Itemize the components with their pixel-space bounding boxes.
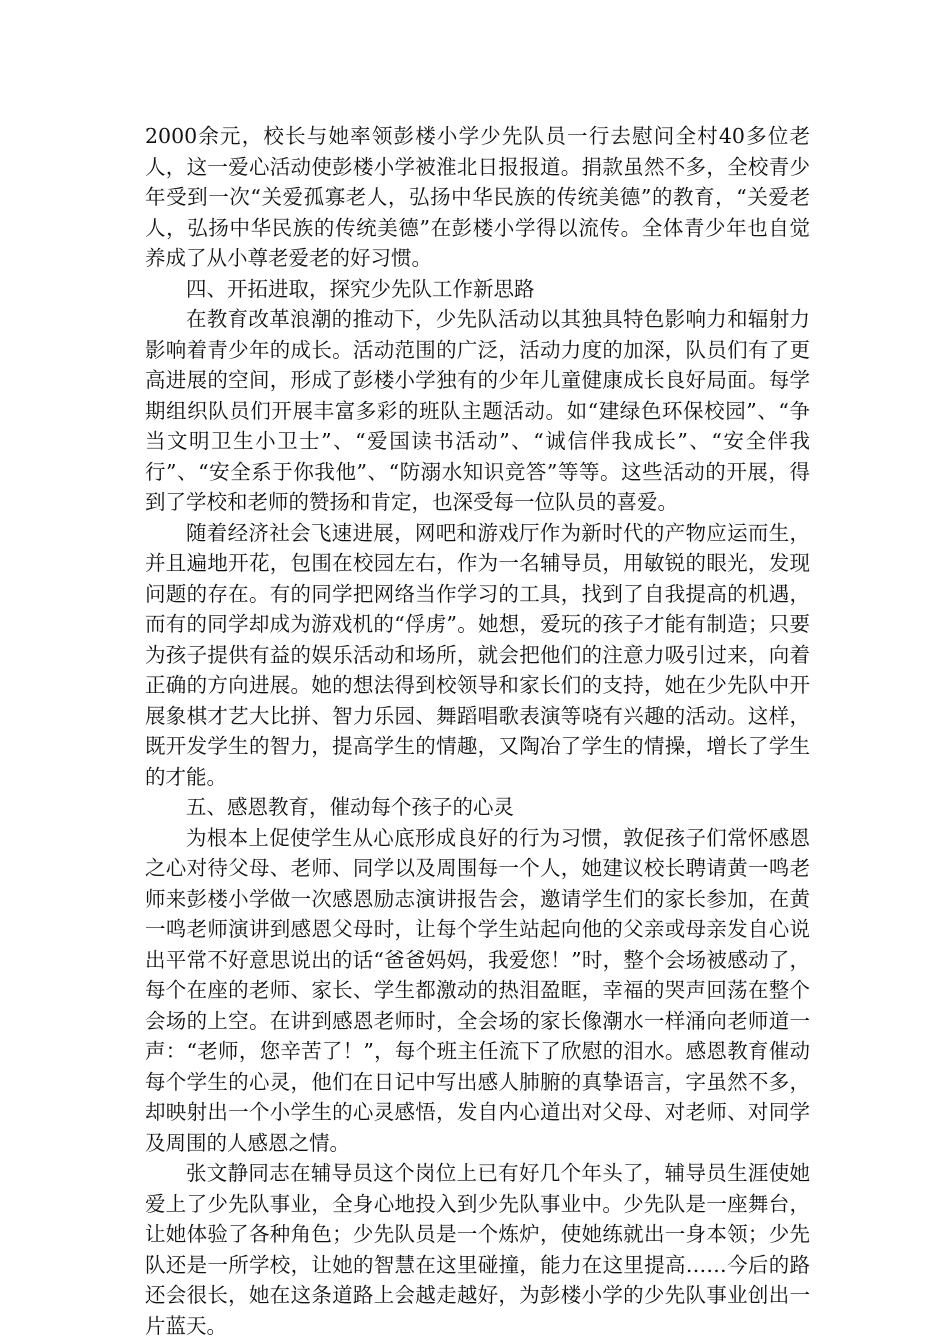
- section-heading-4: 四、开拓进取，探究少先队工作新思路: [186, 276, 535, 301]
- paragraph-activities: 在教育改革浪潮的推动下，少先队活动以其独具特色影响力和辐射力影响着青少年的成长。活动范围的广泛，活动力度的加深，队员们有了更高进展的空间，形成了彭楼小学独有的少年儿童健康成长良好局面。每学期组织队员们开展丰富多彩的班队主题活动。如“建绿色环保校园”、“争当文明卫生小卫士”、“爱国读书活动”、“诚信伴我成长”、“安全伴我行”、“安全系于你我他”、“防溺水知识竞答”等等。这些活动的开展，得到了学校和老师的赞扬和肯定，也深受每一位队员的喜爱。: [145, 307, 810, 514]
- paragraph-conclusion: 张文静同志在辅导员这个岗位上已有好几个年头了，辅导员生涯使她爱上了少先队事业，全身心地投入到少先队事业中。少先队是一座舞台，让她体验了各种角色；少先队员是一个炼炉，使她练就出一身本领；少先队还是一所学校，让她的智慧在这里碰撞，能力在这里提高……今后的路还会很长，她在这条道路上会越走越好，为彭楼小学的少先队事业创出一片蓝天。: [145, 1161, 810, 1338]
- paragraph-gratitude: 为根本上促使学生从心底形成良好的行为习惯，敦促孩子们常怀感恩之心对待父母、老师、同学以及周围每一个人，她建议校长聘请黄一鸣老师来彭楼小学做一次感恩励志演讲报告会，邀请学生们的家长参加，在黄一鸣老师演讲到感恩父母时，让每个学生站起向他的父亲或母亲发自心说出平常不好意思说出的话“爸爸妈妈，我爱您！”时，整个会场被感动了，每个在座的老师、家长、学生都激动的热泪盈眶，幸福的哭声回荡在整个会场的上空。在讲到感恩老师时，全会场的家长像潮水一样涌向老师道一声：“老师，您辛苦了！”，每个班主任流下了欣慰的泪水。感恩教育催动每个学生的心灵，他们在日记中写出感人肺腑的真挚语言，字虽然不多，却映射出一个小学生的心灵感悟，发自内心道出对父母、对老师、对同学及周围的人感恩之情。: [145, 825, 810, 1155]
- paragraph-internet: 随着经济社会飞速进展，网吧和游戏厅作为新时代的产物应运而生，并且遍地开花，包围在校园左右，作为一名辅导员，用敏锐的眼光，发现问题的存在。有的同学把网络当作学习的工具，找到了自我提高的机遇，而有的同学却成为游戏机的“俘虏”。她想，爱玩的孩子才能有制造；只要为孩子提供有益的娱乐活动和场所，就会把他们的注意力吸引过来，向着正确的方向进展。她的想法得到校领导和家长们的支持，她在少先队中开展象棋才艺大比拼、智力乐园、舞蹈唱歌表演等哓有兴趣的活动。这样，既开发学生的智力，提高学生的情趣，又陶冶了学生的情操，增长了学生的才能。: [145, 520, 810, 789]
- section-heading-5: 五、感恩教育，催动每个孩子的心灵: [186, 795, 514, 819]
- document-page: [145, 121, 810, 1341]
- paragraph-donation: 2000余元，校长与她率领彭楼小学少先队员一行去慰问全村40多位老人，这一爱心活动使彭楼小学被淮北日报报道。捐款虽然不多，全校青少年受到一次“关爱孤寡老人，弘扬中华民族的传统美德”的教育，“关爱老人，弘扬中华民族的传统美德”在彭楼小学得以流传。全体青少年也自觉养成了从小尊老爱老的好习惯。: [145, 124, 810, 270]
